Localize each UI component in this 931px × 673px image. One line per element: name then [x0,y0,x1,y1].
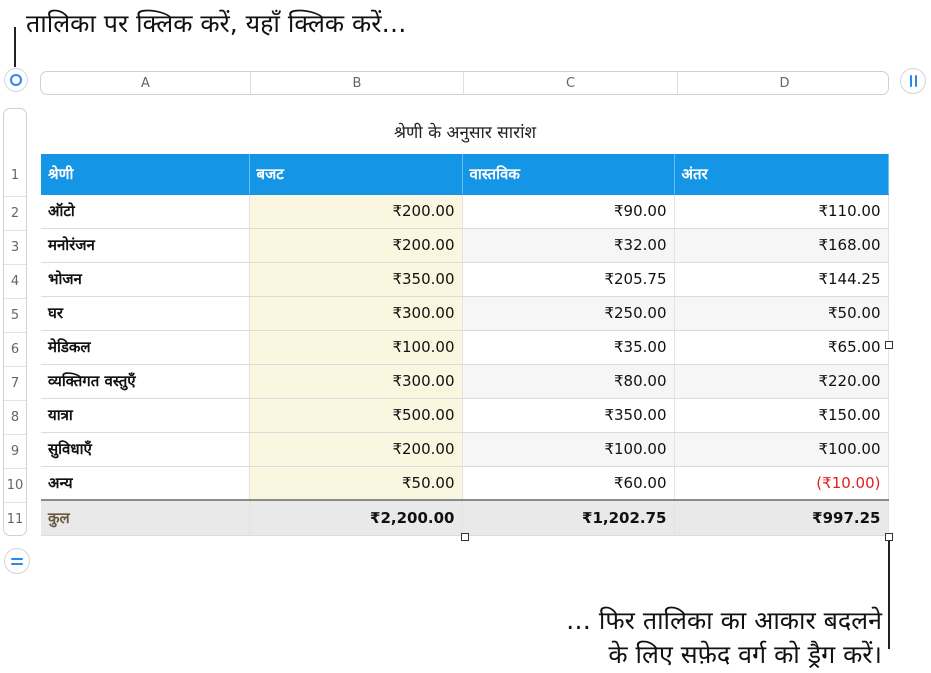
row-header-bar [3,108,27,536]
row-header[interactable]: 9 [4,434,26,468]
category-cell[interactable]: सुविधाएँ [41,432,249,466]
difference-cell[interactable]: ₹168.00 [674,228,888,262]
total-actual-cell[interactable]: ₹1,202.75 [462,500,674,535]
difference-cell[interactable]: ₹100.00 [674,432,888,466]
budget-cell[interactable]: ₹50.00 [249,466,462,500]
column-header-b[interactable]: B [251,72,464,94]
top-callout: तालिका पर क्लिक करें, यहाँ क्लिक करें… [26,9,407,38]
difference-cell[interactable]: ₹50.00 [674,296,888,330]
category-cell[interactable]: घर [41,296,249,330]
category-cell[interactable]: यात्रा [41,398,249,432]
table-select-icon[interactable] [4,68,28,92]
difference-cell[interactable]: ₹150.00 [674,398,888,432]
total-label-cell[interactable]: कुल [41,500,249,535]
summary-table[interactable] [41,154,889,536]
add-row-icon[interactable] [4,548,30,574]
resize-handle-right[interactable] [885,341,893,349]
header-cell-category[interactable]: श्रेणी [41,154,249,194]
add-column-icon[interactable] [900,68,926,94]
total-row [41,500,888,535]
row-header[interactable]: 4 [4,264,26,298]
row-header[interactable]: 7 [4,366,26,400]
bottom-callout-line-1: … फिर तालिका का आकार बदलने [565,606,882,635]
category-cell[interactable]: अन्य [41,466,249,500]
row-header[interactable]: 10 [4,468,26,502]
row-header[interactable]: 5 [4,298,26,332]
category-cell[interactable]: भोजन [41,262,249,296]
resize-handle-bottom[interactable] [461,533,469,541]
row-header[interactable]: 3 [4,230,26,264]
actual-cell[interactable]: ₹250.00 [462,296,674,330]
header-cell-difference[interactable]: अंतर [674,154,888,194]
column-header-c[interactable]: C [464,72,678,94]
table-row [41,466,888,500]
actual-cell[interactable]: ₹350.00 [462,398,674,432]
table-row [41,262,888,296]
table-row [41,432,888,466]
category-cell[interactable]: व्यक्तिगत वस्तुएँ [41,364,249,398]
resize-handle-corner[interactable] [885,533,893,541]
budget-cell[interactable]: ₹350.00 [249,262,462,296]
budget-cell[interactable]: ₹300.00 [249,296,462,330]
actual-cell[interactable]: ₹90.00 [462,194,674,228]
column-header-d[interactable]: D [779,75,790,91]
actual-cell[interactable]: ₹205.75 [462,262,674,296]
category-cell[interactable]: मेडिकल [41,330,249,364]
table-row [41,194,888,228]
budget-cell[interactable]: ₹200.00 [249,228,462,262]
bottom-callout-line-2: के लिए सफ़ेद वर्ग को ड्रैग करें। [608,640,882,669]
budget-cell[interactable]: ₹100.00 [249,330,462,364]
category-cell[interactable]: मनोरंजन [41,228,249,262]
actual-cell[interactable]: ₹60.00 [462,466,674,500]
bottom-callout-leader [888,539,890,649]
row-header[interactable]: 6 [4,332,26,366]
actual-cell[interactable]: ₹80.00 [462,364,674,398]
bottom-callout [566,604,882,672]
budget-cell[interactable]: ₹200.00 [249,432,462,466]
table-row [41,296,888,330]
difference-cell[interactable]: ₹144.25 [674,262,888,296]
total-budget-cell[interactable]: ₹2,200.00 [249,500,462,535]
row-header[interactable]: 8 [4,400,26,434]
column-header-bar [40,71,889,95]
actual-cell[interactable]: ₹32.00 [462,228,674,262]
row-header[interactable]: 11 [4,502,26,535]
row-header[interactable]: 2 [4,196,26,230]
category-cell[interactable]: ऑटो [41,194,249,228]
table-row [41,398,888,432]
header-cell-budget[interactable]: बजट [249,154,462,194]
table-row [41,330,888,364]
difference-cell[interactable]: ₹65.00 [674,330,888,364]
budget-cell[interactable]: ₹500.00 [249,398,462,432]
header-cell-actual[interactable]: वास्तविक [462,154,674,194]
top-callout-leader [14,27,16,67]
column-header-a[interactable]: A [41,72,251,94]
actual-cell[interactable]: ₹35.00 [462,330,674,364]
difference-cell-negative[interactable]: (₹10.00) [674,466,888,500]
difference-cell[interactable]: ₹220.00 [674,364,888,398]
budget-cell[interactable]: ₹300.00 [249,364,462,398]
row-header[interactable]: 1 [10,168,20,183]
difference-cell[interactable]: ₹110.00 [674,194,888,228]
total-difference-cell[interactable]: ₹997.25 [674,500,888,535]
table-title[interactable]: श्रेणी के अनुसार सारांश [393,123,537,143]
table-header-row [41,154,888,194]
actual-cell[interactable]: ₹100.00 [462,432,674,466]
table-row [41,228,888,262]
budget-cell[interactable]: ₹200.00 [249,194,462,228]
table-row [41,364,888,398]
